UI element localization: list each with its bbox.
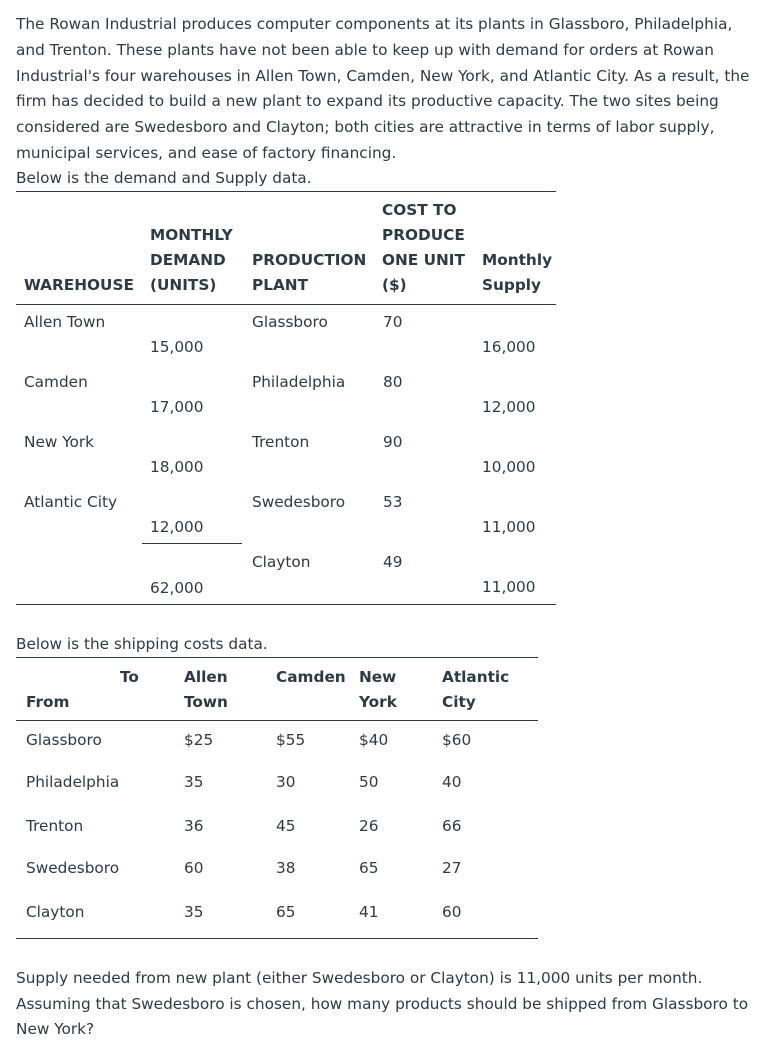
cost-atlantic-city: 60 [442, 903, 462, 921]
plant-cost: 53 [383, 493, 403, 511]
plant-name: Clayton [252, 553, 311, 571]
cost-camden: 45 [276, 817, 296, 835]
demand-supply-caption: Below is the demand and Supply data. [16, 169, 312, 187]
header-supply-line2: Supply [482, 276, 542, 294]
cost-new-york: 41 [359, 903, 379, 921]
warehouse-name: Camden [24, 373, 88, 391]
cost-camden: $55 [276, 731, 306, 749]
shipping-caption: Below is the shipping costs data. [16, 635, 268, 653]
plant-supply: 10,000 [482, 458, 536, 476]
header-cost-line1: COST TO [382, 201, 457, 219]
header-allen-line1: Allen [184, 668, 228, 686]
header-cost-line3: ONE UNIT [382, 251, 465, 269]
demand-sum-rule [142, 543, 242, 544]
plant-name: Philadelphia [252, 373, 346, 391]
header-camden: Camden [276, 668, 346, 686]
header-plant-line1: PRODUCTION [252, 251, 367, 269]
shipping-from: Trenton [26, 817, 84, 835]
header-rule [16, 304, 556, 305]
cost-allen-town: 35 [184, 773, 204, 791]
shipping-from: Swedesboro [26, 859, 120, 877]
header-from: From [26, 693, 70, 711]
cost-new-york: $40 [359, 731, 389, 749]
header-atlantic-line1: Atlantic [442, 668, 510, 686]
header-allen-line2: Town [184, 693, 228, 711]
plant-cost: 70 [383, 313, 403, 331]
plant-name: Trenton [252, 433, 310, 451]
cost-camden: 65 [276, 903, 296, 921]
header-cost-line4: ($) [382, 276, 407, 294]
plant-supply: 11,000 [482, 518, 536, 536]
header-newyork-line1: New [359, 668, 397, 686]
header-supply-line1: Monthly [482, 251, 553, 269]
shipping-header-rule [16, 720, 538, 721]
plant-supply: 11,000 [482, 578, 536, 596]
cost-new-york: 26 [359, 817, 379, 835]
header-demand-line3: (UNITS) [150, 276, 217, 294]
table-top-rule [16, 191, 556, 192]
total-demand: 62,000 [150, 579, 204, 597]
question-text: Supply needed from new plant (either Swedesboro or Clayton) is 11,000 units per month. Assuming that Swedesboro is chosen, how many products should be shipped from Glassboro to New York? [16, 969, 749, 1038]
cost-new-york: 65 [359, 859, 379, 877]
warehouse-demand: 12,000 [150, 518, 204, 536]
cost-camden: 30 [276, 773, 296, 791]
warehouse-name: New York [24, 433, 95, 451]
warehouse-demand: 18,000 [150, 458, 204, 476]
shipping-from: Glassboro [26, 731, 102, 749]
cost-allen-town: 60 [184, 859, 204, 877]
cost-allen-town: $25 [184, 731, 214, 749]
header-newyork-line2: York [359, 693, 397, 711]
shipping-bottom-rule [16, 938, 538, 939]
plant-cost: 80 [383, 373, 403, 391]
cost-atlantic-city: 66 [442, 817, 462, 835]
header-demand-line2: DEMAND [150, 251, 226, 269]
cost-camden: 38 [276, 859, 296, 877]
cost-allen-town: 35 [184, 903, 204, 921]
cost-new-york: 50 [359, 773, 379, 791]
header-warehouse: WAREHOUSE [24, 276, 134, 294]
header-to: To [120, 668, 139, 686]
header-plant-line2: PLANT [252, 276, 309, 294]
plant-cost: 90 [383, 433, 403, 451]
cost-atlantic-city: 27 [442, 859, 462, 877]
plant-name: Swedesboro [252, 493, 346, 511]
shipping-top-rule [16, 657, 538, 658]
cost-allen-town: 36 [184, 817, 204, 835]
warehouse-demand: 17,000 [150, 398, 204, 416]
warehouse-name: Atlantic City [24, 493, 118, 511]
plant-cost: 49 [383, 553, 403, 571]
plant-supply: 16,000 [482, 338, 536, 356]
plant-name: Glassboro [252, 313, 328, 331]
warehouse-name: Allen Town [24, 313, 106, 331]
table-bottom-rule [16, 604, 556, 605]
shipping-from: Philadelphia [26, 773, 120, 791]
cost-atlantic-city: 40 [442, 773, 462, 791]
shipping-from: Clayton [26, 903, 85, 921]
warehouse-demand: 15,000 [150, 338, 204, 356]
header-cost-line2: PRODUCE [382, 226, 465, 244]
plant-supply: 12,000 [482, 398, 536, 416]
header-atlantic-line2: City [442, 693, 476, 711]
intro-paragraph: The Rowan Industrial produces computer components at its plants in Glassboro, Philadelphia, and Trenton. These plants have not been able to keep up with demand for orders at Rowan Industrial's four warehouses in Allen Town, Camden, New York, and Atlantic City. As a result, the firm has decided to build a new plant to expand its productive capacity. The two sites being considered are Swedesboro and Clayton; both cities are attractive in terms of labor supply, municipal services, and ease of factory financing. [16, 15, 750, 162]
header-demand-line1: MONTHLY [150, 226, 233, 244]
cost-atlantic-city: $60 [442, 731, 472, 749]
